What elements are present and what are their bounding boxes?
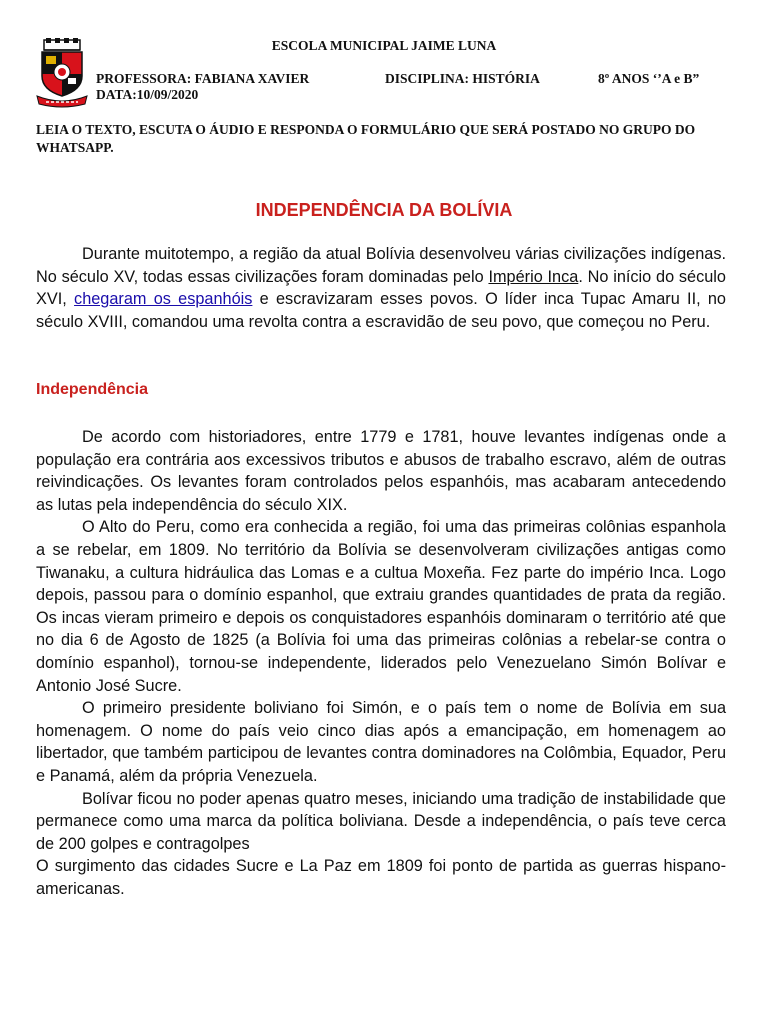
- shield-icon: [42, 52, 82, 96]
- grade-label: 8º ANOS ‘’A e B”: [598, 71, 700, 86]
- body-paragraph: O primeiro presidente boliviano foi Simón, e o país tem o nome de Bolívia em sua homenagem. O nome do país veio cinco dias após a emancipação, em homenagem ao libertador, que também participou de levantes contra dominadores na Colômbia, Equador, Peru e Panamá, além da própria Venezuela.: [36, 699, 726, 785]
- body-block: [36, 426, 726, 900]
- body-paragraph: Bolívar ficou no poder apenas quatro meses, iniciando uma tradição de instabilidade que permanece como uma marca da política boliviana. Desde a independência, o país teve cerca de 200 golpes e contragolpes: [36, 789, 726, 853]
- intro-text-1: Durante muitotempo, a região da atual Bolívia desenvolveu várias civilizações indígenas. No século XV, todas essas civilizações foram dominadas pelo: [36, 245, 726, 286]
- body-paragraph: O Alto do Peru, como era conhecida a região, foi uma das primeiras colônias espanhola a se rebelar, em 1809. No território da Bolívia se desenvolveram civilizações antigas como Tiwanaku, a cultura hidráulica das Lomas e a cultua Moxeña. Fez parte do império Inca. Logo depois, passou para o domínio espanhol, que extraiu grandes quantidades de prata da região. Os incas vieram primeiro e depois os conquistadores espanhóis dominaram o território até que no dia 6 de Agosto de 1825 (a Bolívia foi uma das primeiras colônias a rebelar-se contra o domínio espanhol), tornou-se independente, liderados pelo Venezuelano Simón Bolívar e Antonio José Sucre.: [36, 518, 726, 695]
- ribbon-icon: [37, 96, 87, 107]
- date-label: DATA:10/09/2020: [96, 87, 199, 102]
- school-name: ESCOLA MUNICIPAL JAIME LUNA: [271, 38, 497, 53]
- intro-block: [36, 243, 726, 333]
- page-title: INDEPENDÊNCIA DA BOLÍVIA: [255, 200, 513, 220]
- intro-text-2: . No início do século XVI,: [36, 267, 726, 309]
- body-paragraph: De acordo com historiadores, entre 1779 e 1781, houve levantes indígenas onde a população era contrária aos excessivos tributos e abusos de trabalho escravo, além de outras reivindicações. Os levantes foram controlados pelos espanhóis, mas acabaram antecedendo as lutas pela independência do século XIX.: [36, 428, 726, 514]
- subject-label: DISCIPLINA: HISTÓRIA: [385, 71, 540, 86]
- teacher-name: PROFESSORA: FABIANA XAVIER: [96, 71, 310, 86]
- section-heading-independencia: Independência: [36, 381, 149, 398]
- intro-text-3: e escravizaram esses povos. O líder inca Tupac Amaru II, no século XVIII, comandou uma revolta contra a escravidão de seu povo, que começou no Peru.: [36, 290, 726, 331]
- espanhois-link[interactable]: chegaram os espanhóis: [74, 290, 253, 309]
- imperio-inca-link[interactable]: Império Inca: [488, 267, 579, 286]
- instructions-text: LEIA O TEXTO, ESCUTA O ÁUDIO E RESPONDA O FORMULÁRIO QUE SERÁ POSTADO NO GRUPO DO WHATSAPP.: [36, 122, 696, 155]
- closing-paragraph: O surgimento das cidades Sucre e La Paz em 1809 foi ponto de partida as guerras hispano-americanas.: [36, 857, 726, 898]
- intro-paragraph: [36, 243, 726, 333]
